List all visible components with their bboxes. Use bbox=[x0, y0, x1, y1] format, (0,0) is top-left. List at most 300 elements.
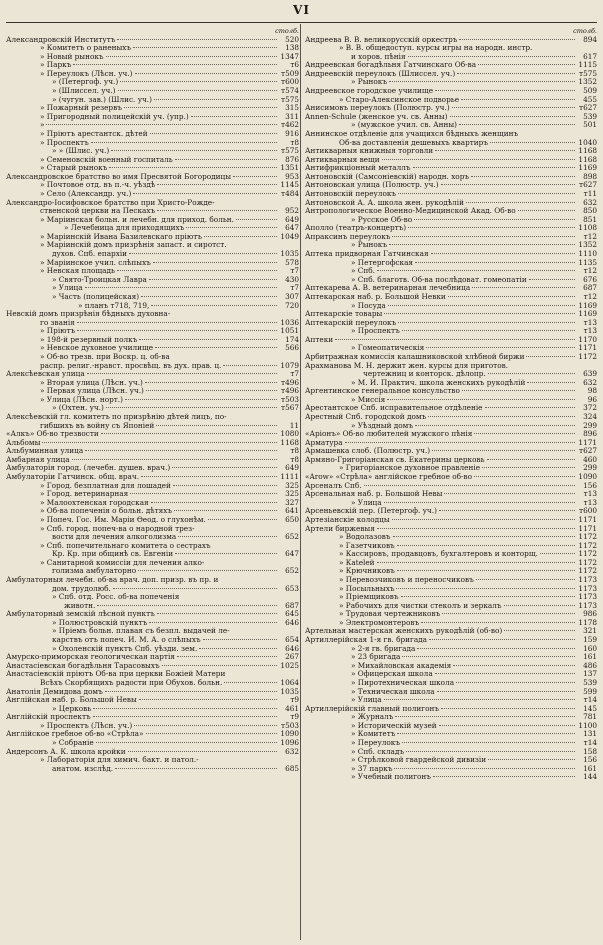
entry-text: Арестный Спб. городской домъ bbox=[305, 413, 427, 422]
index-entry bbox=[305, 533, 597, 542]
dot-leader bbox=[377, 270, 575, 271]
index-entry bbox=[6, 36, 299, 45]
index-entry bbox=[305, 302, 597, 311]
entry-text: Амбулаторныя лечебн. об-ва врач. доп. призр. въ пр. и bbox=[6, 576, 219, 584]
index-entry bbox=[6, 705, 299, 714]
index-entry bbox=[305, 113, 597, 122]
dot-leader bbox=[335, 339, 575, 340]
index-entry bbox=[305, 139, 597, 148]
header-rule bbox=[6, 22, 597, 23]
entry-page: т9 bbox=[290, 713, 299, 722]
dot-leader bbox=[382, 159, 575, 160]
entry-text: » Невская площадь bbox=[40, 267, 115, 276]
index-entry bbox=[305, 379, 597, 388]
index-entry bbox=[6, 319, 299, 328]
dot-leader bbox=[395, 716, 575, 717]
dot-leader bbox=[478, 64, 575, 65]
dot-leader bbox=[139, 699, 277, 700]
index-entry bbox=[6, 447, 299, 456]
entry-page: 639 bbox=[583, 370, 597, 379]
dot-leader bbox=[439, 725, 575, 726]
dot-leader bbox=[456, 682, 575, 683]
index-entry bbox=[6, 190, 299, 199]
index-entry bbox=[6, 130, 299, 139]
index-entry bbox=[305, 362, 597, 371]
dot-leader bbox=[111, 150, 277, 151]
dot-leader bbox=[101, 433, 277, 434]
entry-text: Аполло (театръ-концертъ) bbox=[305, 224, 407, 233]
entry-text: Александровское братство во имя Пресвятой Богородицы bbox=[6, 172, 232, 181]
dot-leader bbox=[72, 459, 277, 460]
index-entry bbox=[6, 139, 299, 148]
index-entry bbox=[305, 319, 597, 328]
dot-leader bbox=[384, 699, 575, 700]
entry-text: » bbox=[40, 121, 45, 130]
entry-text: » Рабочихъ для чистки стеколъ и зеркалъ bbox=[339, 601, 502, 610]
index-entry bbox=[6, 413, 299, 422]
entry-text: » Об-во трезв. при Воскр. ц. об-ва bbox=[40, 352, 170, 361]
entry-page: т575 bbox=[281, 147, 299, 156]
entry-page: 372 bbox=[583, 404, 597, 413]
index-entry bbox=[6, 430, 299, 439]
entry-text: » (Шлиссел. уч.) bbox=[52, 87, 116, 96]
entry-text: Армашевка слоб. (Полюстр. уч.) bbox=[305, 447, 431, 456]
entry-page: 159 bbox=[583, 636, 597, 645]
index-entry bbox=[305, 627, 597, 636]
index-entry bbox=[305, 147, 597, 156]
entry-page: 1352 bbox=[578, 241, 597, 250]
entry-text: чертежниц и конторск. дѣлопр. bbox=[363, 370, 486, 379]
entry-page: 632 bbox=[583, 378, 597, 387]
dot-leader bbox=[162, 665, 277, 666]
index-entry bbox=[305, 327, 597, 336]
entry-text: » Спб. складъ bbox=[351, 747, 405, 756]
entry-text: Андреевская богадѣльня Гатчинскаго Об-ва bbox=[305, 61, 477, 70]
entry-text: » 23 бригада bbox=[351, 653, 401, 662]
index-entry bbox=[305, 585, 597, 594]
index-entry bbox=[6, 456, 299, 465]
entry-page: т627 bbox=[579, 104, 597, 113]
dot-leader bbox=[435, 90, 575, 91]
index-entry bbox=[6, 284, 299, 293]
entry-text: » Лабораторія для химич. бакт. и патол.- bbox=[40, 756, 199, 765]
dot-leader bbox=[485, 407, 575, 408]
entry-text: » Петергофская bbox=[351, 258, 414, 267]
entry-text: » » (Шлис. уч.) bbox=[52, 147, 110, 156]
dot-leader bbox=[482, 467, 575, 468]
dot-leader bbox=[203, 639, 277, 640]
index-entry bbox=[6, 87, 299, 96]
index-entry bbox=[305, 516, 597, 525]
entry-text: животн. bbox=[64, 601, 96, 610]
entry-page: 1025 bbox=[280, 661, 299, 670]
entry-text: » Охоленскій пунктъ Спб. уѣзди. зем. bbox=[52, 644, 198, 653]
index-entry bbox=[6, 53, 299, 62]
index-entry bbox=[6, 241, 299, 250]
entry-text: » Спб. bbox=[351, 267, 375, 276]
entry-text: » Пріемъ больн. плавая съ безпл. выдачей ле- bbox=[52, 627, 230, 636]
dot-leader bbox=[157, 184, 277, 185]
entry-page: т6 bbox=[290, 61, 299, 70]
entry-page: 539 bbox=[583, 678, 597, 687]
dot-leader bbox=[117, 39, 277, 40]
index-entry bbox=[6, 199, 299, 208]
dot-leader bbox=[441, 708, 575, 709]
entry-page: 307 bbox=[285, 292, 299, 301]
entry-text: Альбуминная улица bbox=[6, 447, 84, 456]
entry-text: Александро-Іосифовское братство при Христо-Рожде- bbox=[6, 198, 215, 207]
entry-text: » Пріютъ bbox=[40, 327, 76, 336]
index-entry bbox=[6, 567, 299, 576]
entry-text: » (мужское учил. св. Анны) bbox=[351, 121, 457, 130]
dot-leader bbox=[177, 656, 277, 657]
index-entry bbox=[6, 533, 299, 542]
dot-leader bbox=[91, 142, 277, 143]
entry-text: «Алкъ» Об-во трезвости bbox=[6, 430, 99, 439]
entry-text: Артели биржевыя bbox=[305, 524, 375, 533]
entry-page: 1168 bbox=[280, 438, 299, 447]
entry-page: т575 bbox=[281, 95, 299, 104]
dot-leader bbox=[146, 733, 277, 734]
index-entry bbox=[305, 447, 597, 456]
dot-leader bbox=[134, 725, 277, 726]
entry-text: Антикварныя книжныя торговли bbox=[305, 147, 434, 156]
dot-leader bbox=[155, 347, 277, 348]
entry-page: 1351 bbox=[280, 164, 299, 173]
entry-text: Андреевскій переулокъ (Шлиссел. уч.) bbox=[305, 69, 456, 78]
column-divider bbox=[300, 24, 301, 940]
dot-leader bbox=[389, 244, 575, 245]
entry-text: » Пожарный резервъ bbox=[40, 104, 122, 113]
entry-page: 315 bbox=[285, 104, 299, 113]
entry-text: » Первая улица (Лѣсн. уч.) bbox=[40, 387, 144, 396]
entry-text: Всѣхъ Скорбящихъ радости при Обухов. больн. bbox=[40, 678, 223, 687]
entry-text: » Крючниковъ bbox=[339, 567, 395, 576]
entry-text: » (Охтен. уч.) bbox=[52, 404, 104, 413]
index-entry bbox=[6, 653, 299, 662]
entry-text: Амбулаторія город. (лечебн. душев. врач.) bbox=[6, 464, 171, 473]
index-entry bbox=[6, 147, 299, 156]
entry-page: 461 bbox=[285, 704, 299, 713]
index-entry bbox=[305, 156, 597, 165]
index-entry bbox=[305, 36, 597, 45]
index-entry bbox=[6, 713, 299, 722]
entry-page: 647 bbox=[285, 550, 299, 559]
entry-text: распр. религ.-нравст. просвѣщ. въ дух. прав. ц. bbox=[40, 361, 222, 370]
index-entry bbox=[6, 627, 299, 636]
index-entry bbox=[6, 61, 299, 70]
index-entry bbox=[305, 748, 597, 757]
index-entry bbox=[305, 730, 597, 739]
dot-leader bbox=[145, 382, 277, 383]
entry-text: духов. Спб. епархіи bbox=[52, 250, 128, 259]
index-entry bbox=[6, 688, 299, 697]
dot-leader bbox=[397, 545, 575, 546]
index-entry bbox=[305, 404, 597, 413]
entry-page: 158 bbox=[583, 747, 597, 756]
entry-text: » Перевозчиковъ и переносчиковъ bbox=[339, 576, 474, 584]
entry-page: 267 bbox=[285, 653, 299, 662]
index-entry bbox=[305, 53, 597, 62]
entry-page: т627 bbox=[579, 447, 597, 456]
index-entry bbox=[305, 336, 597, 345]
entry-text: Арестантское Спб. исправительное отдѣленіе bbox=[305, 404, 483, 413]
entry-text: Артельная мастерская женскихъ рукодѣлій (об-во) bbox=[305, 627, 503, 636]
index-entry bbox=[305, 464, 597, 473]
dot-leader bbox=[428, 416, 575, 417]
index-entry bbox=[6, 396, 299, 405]
dot-leader bbox=[130, 493, 277, 494]
index-entry bbox=[6, 756, 299, 765]
dot-leader bbox=[432, 450, 575, 451]
entry-page: т7 bbox=[290, 267, 299, 276]
entry-text: » Невское духовное училище bbox=[40, 344, 154, 353]
entry-text: » Спб. благотв. Об-ва послѣдоват. гомеопатіи bbox=[351, 275, 527, 284]
index-entry bbox=[305, 439, 597, 448]
entry-text: » Офицерская школа bbox=[351, 670, 433, 679]
entry-page: 460 bbox=[583, 455, 597, 464]
dot-leader bbox=[472, 287, 575, 288]
dot-leader bbox=[199, 648, 277, 649]
dot-leader bbox=[415, 425, 575, 426]
index-entry bbox=[305, 96, 597, 105]
dot-leader bbox=[474, 433, 575, 434]
entry-page: 1169 bbox=[578, 164, 597, 173]
entry-text: Аптеки bbox=[305, 335, 334, 344]
entry-text: » Гомеопатическія bbox=[351, 344, 425, 353]
entry-page: 1096 bbox=[280, 738, 299, 747]
entry-text: Аптекарскіе товары bbox=[305, 310, 383, 319]
entry-text: » Газетчиковъ bbox=[339, 541, 395, 550]
index-entry bbox=[305, 164, 597, 173]
dot-leader bbox=[115, 768, 277, 769]
index-entry bbox=[6, 739, 299, 748]
entry-text: » Кatelей bbox=[339, 558, 375, 567]
entry-page: т462 bbox=[281, 121, 299, 130]
entry-page: т8 bbox=[290, 138, 299, 147]
entry-page: 641 bbox=[285, 507, 299, 516]
index-entry bbox=[6, 78, 299, 87]
dot-leader bbox=[384, 502, 575, 503]
dot-leader bbox=[129, 253, 277, 254]
index-entry bbox=[6, 233, 299, 242]
index-entry bbox=[305, 70, 597, 79]
entry-page: 1171 bbox=[578, 515, 597, 524]
dot-leader bbox=[85, 287, 277, 288]
dot-leader bbox=[157, 613, 277, 614]
entry-page: т496 bbox=[281, 387, 299, 396]
entry-page: т574 bbox=[281, 87, 299, 96]
entry-page: 1178 bbox=[578, 618, 597, 627]
entry-page: 1108 bbox=[578, 224, 597, 233]
entry-text: » (чугун. зав.) (Шлис. уч.) bbox=[52, 95, 152, 104]
entry-text: » Попеч. Гос. Им. Маріи Ѳеод. о глухонѣм. bbox=[40, 515, 206, 524]
index-entry bbox=[6, 482, 299, 491]
entry-page: 646 bbox=[285, 644, 299, 653]
entry-page: 509 bbox=[583, 87, 597, 96]
entry-text: карствъ отъ попеч. И. М. А. о слѣпыхъ bbox=[52, 636, 201, 645]
dot-leader bbox=[117, 270, 277, 271]
index-entry bbox=[6, 422, 299, 431]
entry-page: 1172 bbox=[578, 558, 597, 567]
entry-text: Амбарная улица bbox=[6, 455, 70, 464]
entry-text: ственской церкви на Пескахъ bbox=[40, 207, 156, 216]
entry-page: 1111 bbox=[280, 473, 299, 482]
index-entry bbox=[305, 525, 597, 534]
entry-page: т14 bbox=[583, 738, 597, 747]
entry-text: вости для лечения алкоголизма bbox=[52, 533, 177, 542]
index-entry bbox=[305, 370, 597, 379]
entry-page: 1173 bbox=[578, 601, 597, 610]
dot-leader bbox=[442, 613, 575, 614]
entry-text: » Село (Александр. уч.) bbox=[40, 189, 132, 198]
entry-text: » Лечебница для приходящихъ bbox=[64, 224, 185, 233]
dot-leader bbox=[433, 776, 575, 777]
dot-leader bbox=[87, 373, 277, 374]
entry-text: » Маріинское учил. слѣпыхъ bbox=[40, 258, 151, 267]
entry-page: 161 bbox=[583, 764, 597, 773]
dot-leader bbox=[93, 708, 277, 709]
entry-page: 144 bbox=[583, 773, 597, 782]
index-entry bbox=[6, 464, 299, 473]
dot-leader bbox=[156, 425, 277, 426]
entry-page: 311 bbox=[285, 112, 299, 121]
entry-page: 720 bbox=[285, 301, 299, 310]
index-entry bbox=[305, 482, 597, 491]
index-entry bbox=[6, 173, 299, 182]
entry-text: » Спб. попечительнаго комитета о сестрахъ bbox=[40, 541, 211, 550]
index-entry bbox=[6, 302, 299, 311]
entry-text: Армяно-Григоріанская св. Екатерины церковь bbox=[305, 455, 485, 464]
dot-leader bbox=[452, 107, 575, 108]
entry-text: » Почтовое отд. въ п.-ч. уѣздѣ bbox=[40, 181, 156, 190]
dot-leader bbox=[151, 502, 277, 503]
index-entry bbox=[305, 765, 597, 774]
entry-page: 96 bbox=[587, 395, 597, 404]
index-entry bbox=[6, 250, 299, 259]
entry-text: » 198-й резервный полкъ bbox=[40, 335, 138, 344]
entry-page: 539 bbox=[583, 112, 597, 121]
entry-page: 327 bbox=[285, 498, 299, 507]
entry-text: Алексѣевскій гл. комитетъ по призрѣнію дѣтей лицъ, по- bbox=[6, 413, 227, 422]
entry-text: » Учебный полигонъ bbox=[351, 773, 431, 782]
dot-leader bbox=[417, 648, 575, 649]
entry-text: » М. И. Практич. школа женскихъ рукодѣлій bbox=[351, 378, 526, 387]
entry-text: Анастасіевскій пріютъ Об-ва при церкви Божіей Матери bbox=[6, 670, 226, 679]
entry-text: Амбулаторный земскій лѣсной пунктъ bbox=[6, 610, 155, 619]
dot-leader bbox=[414, 219, 575, 220]
entry-text: Антоновской А. А. школа жен. рукодѣлій bbox=[305, 198, 464, 207]
entry-page: 1079 bbox=[280, 361, 299, 370]
entry-page: 654 bbox=[285, 636, 299, 645]
entry-page: 1172 bbox=[578, 533, 597, 542]
index-entry bbox=[6, 722, 299, 731]
entry-page: 599 bbox=[583, 687, 597, 696]
dot-leader bbox=[120, 81, 277, 82]
dot-leader bbox=[106, 56, 277, 57]
entry-text: » Миссія bbox=[351, 395, 386, 404]
index-entry bbox=[6, 748, 299, 757]
index-entry bbox=[305, 705, 597, 714]
entry-page: т12 bbox=[583, 232, 597, 241]
entry-page: т484 bbox=[281, 189, 299, 198]
entry-page: 1172 bbox=[578, 567, 597, 576]
entry-page: т7 bbox=[290, 370, 299, 379]
dot-leader bbox=[487, 459, 575, 460]
index-entry bbox=[305, 310, 597, 319]
dot-leader bbox=[118, 90, 277, 91]
entry-text: Александровскій Институтъ bbox=[6, 35, 116, 44]
dot-leader bbox=[504, 605, 575, 606]
entry-page: 1100 bbox=[578, 721, 597, 730]
entry-page: т12 bbox=[583, 292, 597, 301]
dot-leader bbox=[397, 570, 575, 571]
entry-page: 156 bbox=[583, 756, 597, 765]
index-entry bbox=[6, 602, 299, 611]
index-entry bbox=[6, 559, 299, 568]
index-entry bbox=[305, 233, 597, 242]
dot-leader bbox=[236, 219, 277, 220]
entry-page: 649 bbox=[285, 215, 299, 224]
index-entry bbox=[6, 353, 299, 362]
entry-page: 321 bbox=[583, 627, 597, 636]
entry-text: » Посуда bbox=[351, 301, 386, 310]
dot-leader bbox=[402, 656, 575, 657]
index-entry bbox=[305, 456, 597, 465]
dot-leader bbox=[398, 322, 575, 323]
entry-page: 161 bbox=[583, 653, 597, 662]
dot-leader bbox=[504, 630, 575, 631]
index-entry bbox=[6, 104, 299, 113]
entry-page: 1173 bbox=[578, 576, 597, 584]
dot-leader bbox=[124, 107, 277, 108]
entry-page: 98 bbox=[587, 387, 597, 396]
index-entry bbox=[6, 662, 299, 671]
index-entry bbox=[305, 602, 597, 611]
index-entry bbox=[305, 619, 597, 628]
entry-text: Апраксинъ переулокъ bbox=[305, 232, 391, 241]
dot-leader bbox=[109, 167, 277, 168]
entry-page: 1172 bbox=[578, 352, 597, 361]
entry-text: » Пригородный полицейскій уч. (упр.) bbox=[40, 112, 189, 121]
index-entry bbox=[305, 473, 597, 482]
dot-leader bbox=[139, 339, 277, 340]
entry-page: 652 bbox=[285, 567, 299, 576]
index-entry bbox=[305, 756, 597, 765]
dot-leader bbox=[518, 210, 575, 211]
entry-page: 1035 bbox=[280, 250, 299, 259]
index-entry bbox=[305, 507, 597, 516]
entry-text: » Электромонтеровъ bbox=[339, 618, 420, 627]
entry-text: » Пиротехническая школа bbox=[351, 678, 455, 687]
entry-page: 131 bbox=[583, 730, 597, 739]
entry-page: 632 bbox=[583, 198, 597, 207]
dot-leader bbox=[389, 81, 575, 82]
index-entry bbox=[6, 550, 299, 559]
entry-text: » Старый рынокъ bbox=[40, 164, 108, 173]
index-entry bbox=[305, 662, 597, 671]
entry-text: дом. трудолюб. bbox=[52, 584, 111, 593]
index-entry bbox=[6, 370, 299, 379]
entry-text: » Новый рынокъ bbox=[40, 52, 104, 61]
index-entry bbox=[305, 207, 597, 216]
index-entry bbox=[305, 722, 597, 731]
index-entry bbox=[6, 730, 299, 739]
index-entry bbox=[305, 190, 597, 199]
entry-text: Алексѣевская улица bbox=[6, 370, 85, 379]
index-entry bbox=[6, 490, 299, 499]
index-entry bbox=[305, 121, 597, 130]
